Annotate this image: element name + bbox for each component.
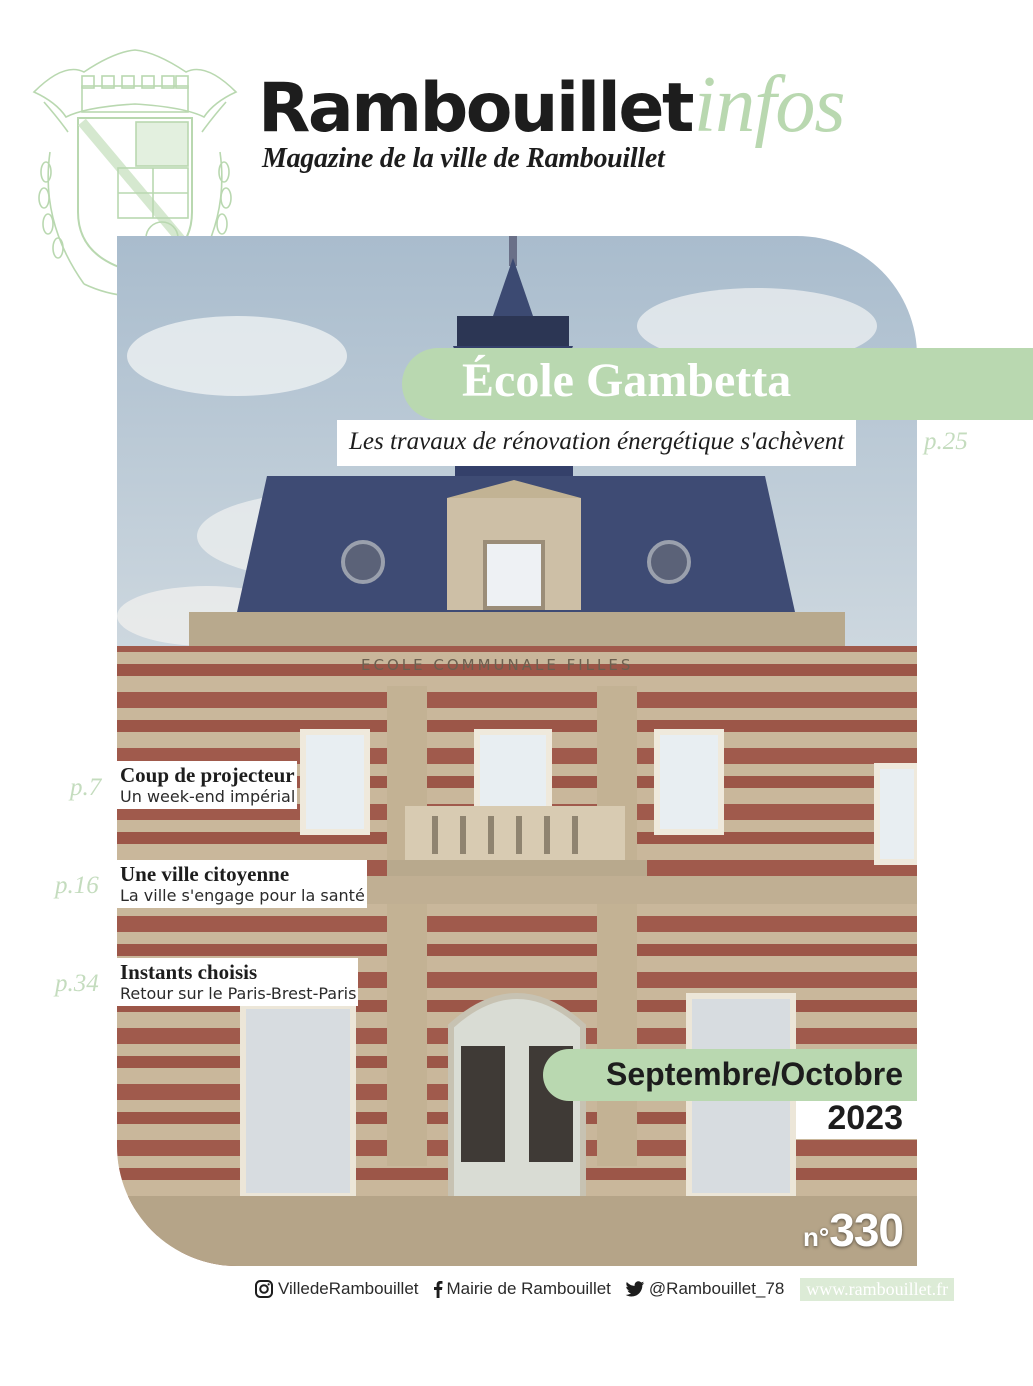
- teaser-description: Un week-end impérial: [120, 787, 296, 806]
- masthead-tagline: Magazine de la ville de Rambouillet: [262, 143, 665, 174]
- issue-number: [803, 1203, 903, 1257]
- teaser-description: La ville s'engage pour la santé: [120, 886, 365, 905]
- instagram-label: VilledeRambouillet: [278, 1279, 419, 1298]
- issue-prefix: n°: [802, 1222, 830, 1252]
- website-link[interactable]: www.rambouillet.fr: [800, 1278, 954, 1301]
- teaser-ville-citoyenne[interactable]: [117, 860, 367, 908]
- footer-social: [254, 1276, 954, 1302]
- headline-subtitle: Les travaux de rénovation énergétique s'achèvent: [337, 420, 856, 466]
- teaser-title: Coup de projecteur: [120, 763, 295, 787]
- issue-period: Septembre/Octobre: [606, 1056, 903, 1092]
- issue-year: 2023: [827, 1099, 903, 1137]
- teaser-title: Instants choisis: [120, 960, 258, 984]
- facebook-link[interactable]: [433, 1279, 611, 1299]
- teaser-description: Retour sur le Paris-Brest-Paris: [120, 984, 357, 1003]
- headline-title: École Gambetta: [462, 354, 792, 407]
- masthead-suffix: infos: [693, 61, 845, 149]
- twitter-label: @Rambouillet_78: [648, 1279, 785, 1298]
- twitter-link[interactable]: [625, 1279, 784, 1299]
- headline-page-ref: p.25: [924, 428, 968, 455]
- twitter-icon: [625, 1281, 645, 1298]
- teaser-instants-choisis[interactable]: [117, 958, 358, 1006]
- facebook-icon: [433, 1279, 443, 1299]
- teaser-page-ref: p.7: [70, 774, 102, 801]
- facade-inscription: ECOLE COMMUNALE FILLES: [361, 656, 634, 674]
- teaser-page-ref: p.16: [55, 872, 99, 899]
- teaser-coup-de-projecteur[interactable]: [117, 761, 297, 809]
- issue-number-value: 330: [829, 1204, 903, 1256]
- instagram-link[interactable]: [254, 1279, 419, 1299]
- teaser-page-ref: p.34: [55, 970, 99, 997]
- facebook-label: Mairie de Rambouillet: [446, 1279, 611, 1298]
- instagram-icon: [254, 1279, 274, 1299]
- masthead-name: Rambouillet: [258, 69, 692, 148]
- masthead-title: [258, 60, 845, 151]
- teaser-title: Une ville citoyenne: [120, 862, 290, 886]
